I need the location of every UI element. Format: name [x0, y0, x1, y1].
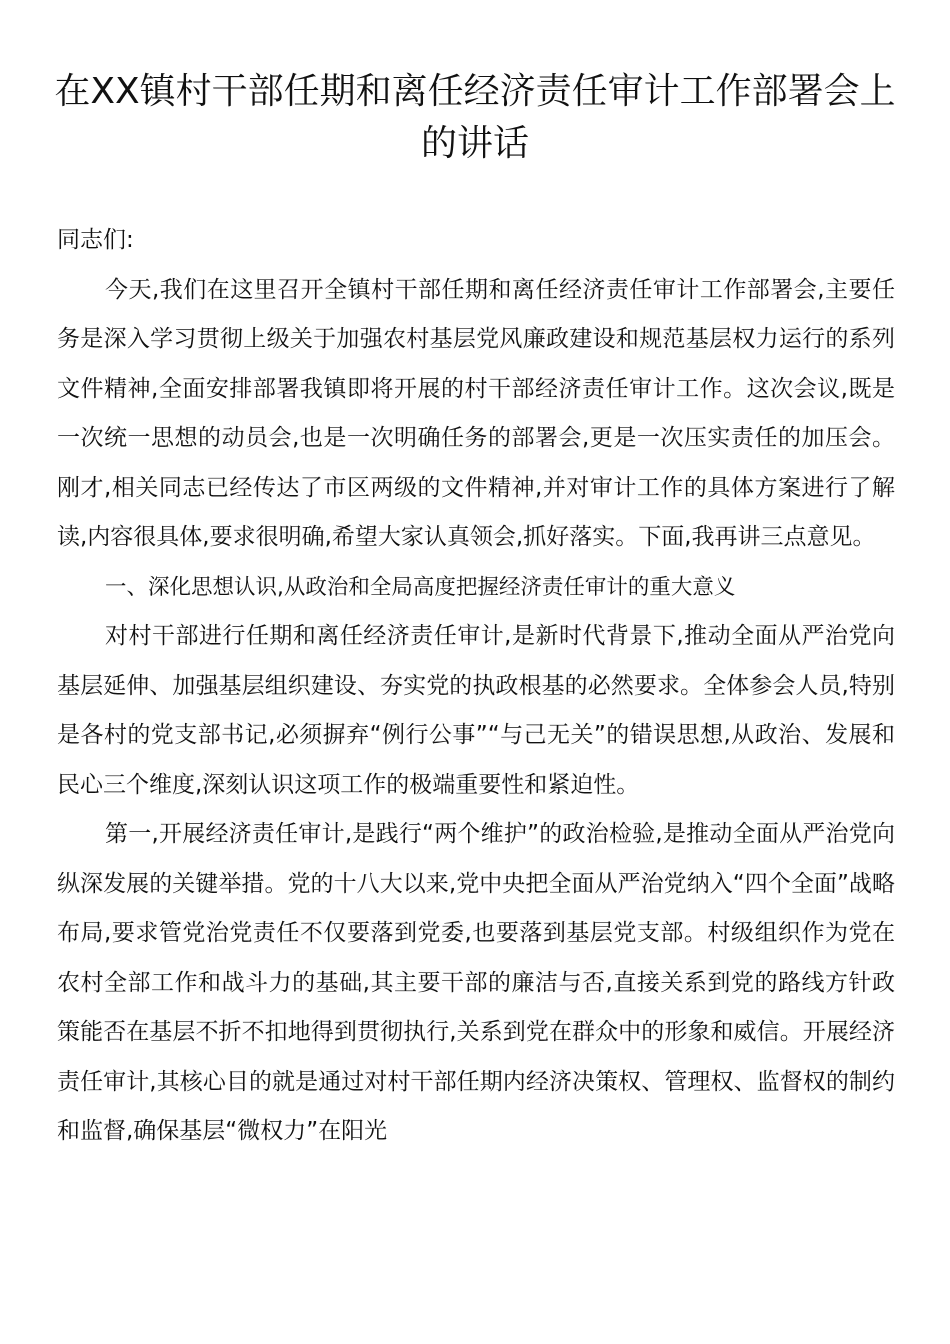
- paragraph-point-1: 第一,开展经济责任审计,是践行“两个维护”的政治检验,是推动全面从严治党向纵深发展的关键举措。党的十八大以来,党中央把全面从严治党纳入“四个全面”战略布局,要求管党治党责任不仅要落到党委,也要落到基层党支部。村级组织作为党在农村全部工作和战斗力的基础,其主要干部的廉洁与否,直接关系到党的路线方针政策能否在基层不折不扣地得到贯彻执行,关系到党在群众中的形象和威信。开展经济责任审计,其核心目的就是通过对村干部任期内经济决策权、管理权、监督权的制约和监督,确保基层“微权力”在阳光: [57, 821, 895, 1144]
- paragraph-section-1: 对村干部进行任期和离任经济责任审计,是新时代背景下,推动全面从严治党向基层延伸、加强基层组织建设、夯实党的执政根基的必然要求。全体参会人员,特别是各村的党支部书记,必须摒弃“例行公事”“与己无关”的错误思想,从政治、发展和民心三个维度,深刻认识这项工作的极端重要性和紧迫性。: [57, 623, 895, 798]
- document-body: [57, 216, 895, 1157]
- section-heading-1: 一、深化思想认识,从政治和全局高度把握经济责任审计的重大意义: [105, 574, 736, 600]
- salutation: 同志们:: [57, 227, 134, 253]
- document-title: 在XX镇村干部任期和离任经济责任审计工作部署会上的讲话: [54, 71, 896, 164]
- paragraph-intro: 今天,我们在这里召开全镇村干部任期和离任经济责任审计工作部署会,主要任务是深入学习贯彻上级关于加强农村基层党风廉政建设和规范基层权力运行的系列文件精神,全面安排部署我镇即将开展的村干部经济责任审计工作。这次会议,既是一次统一思想的动员会,也是一次明确任务的部署会,更是一次压实责任的加压会。刚才,相关同志已经传达了市区两级的文件精神,并对审计工作的具体方案进行了解读,内容很具体,要求很明确,希望大家认真领会,抓好落实。下面,我再讲三点意见。: [57, 276, 895, 550]
